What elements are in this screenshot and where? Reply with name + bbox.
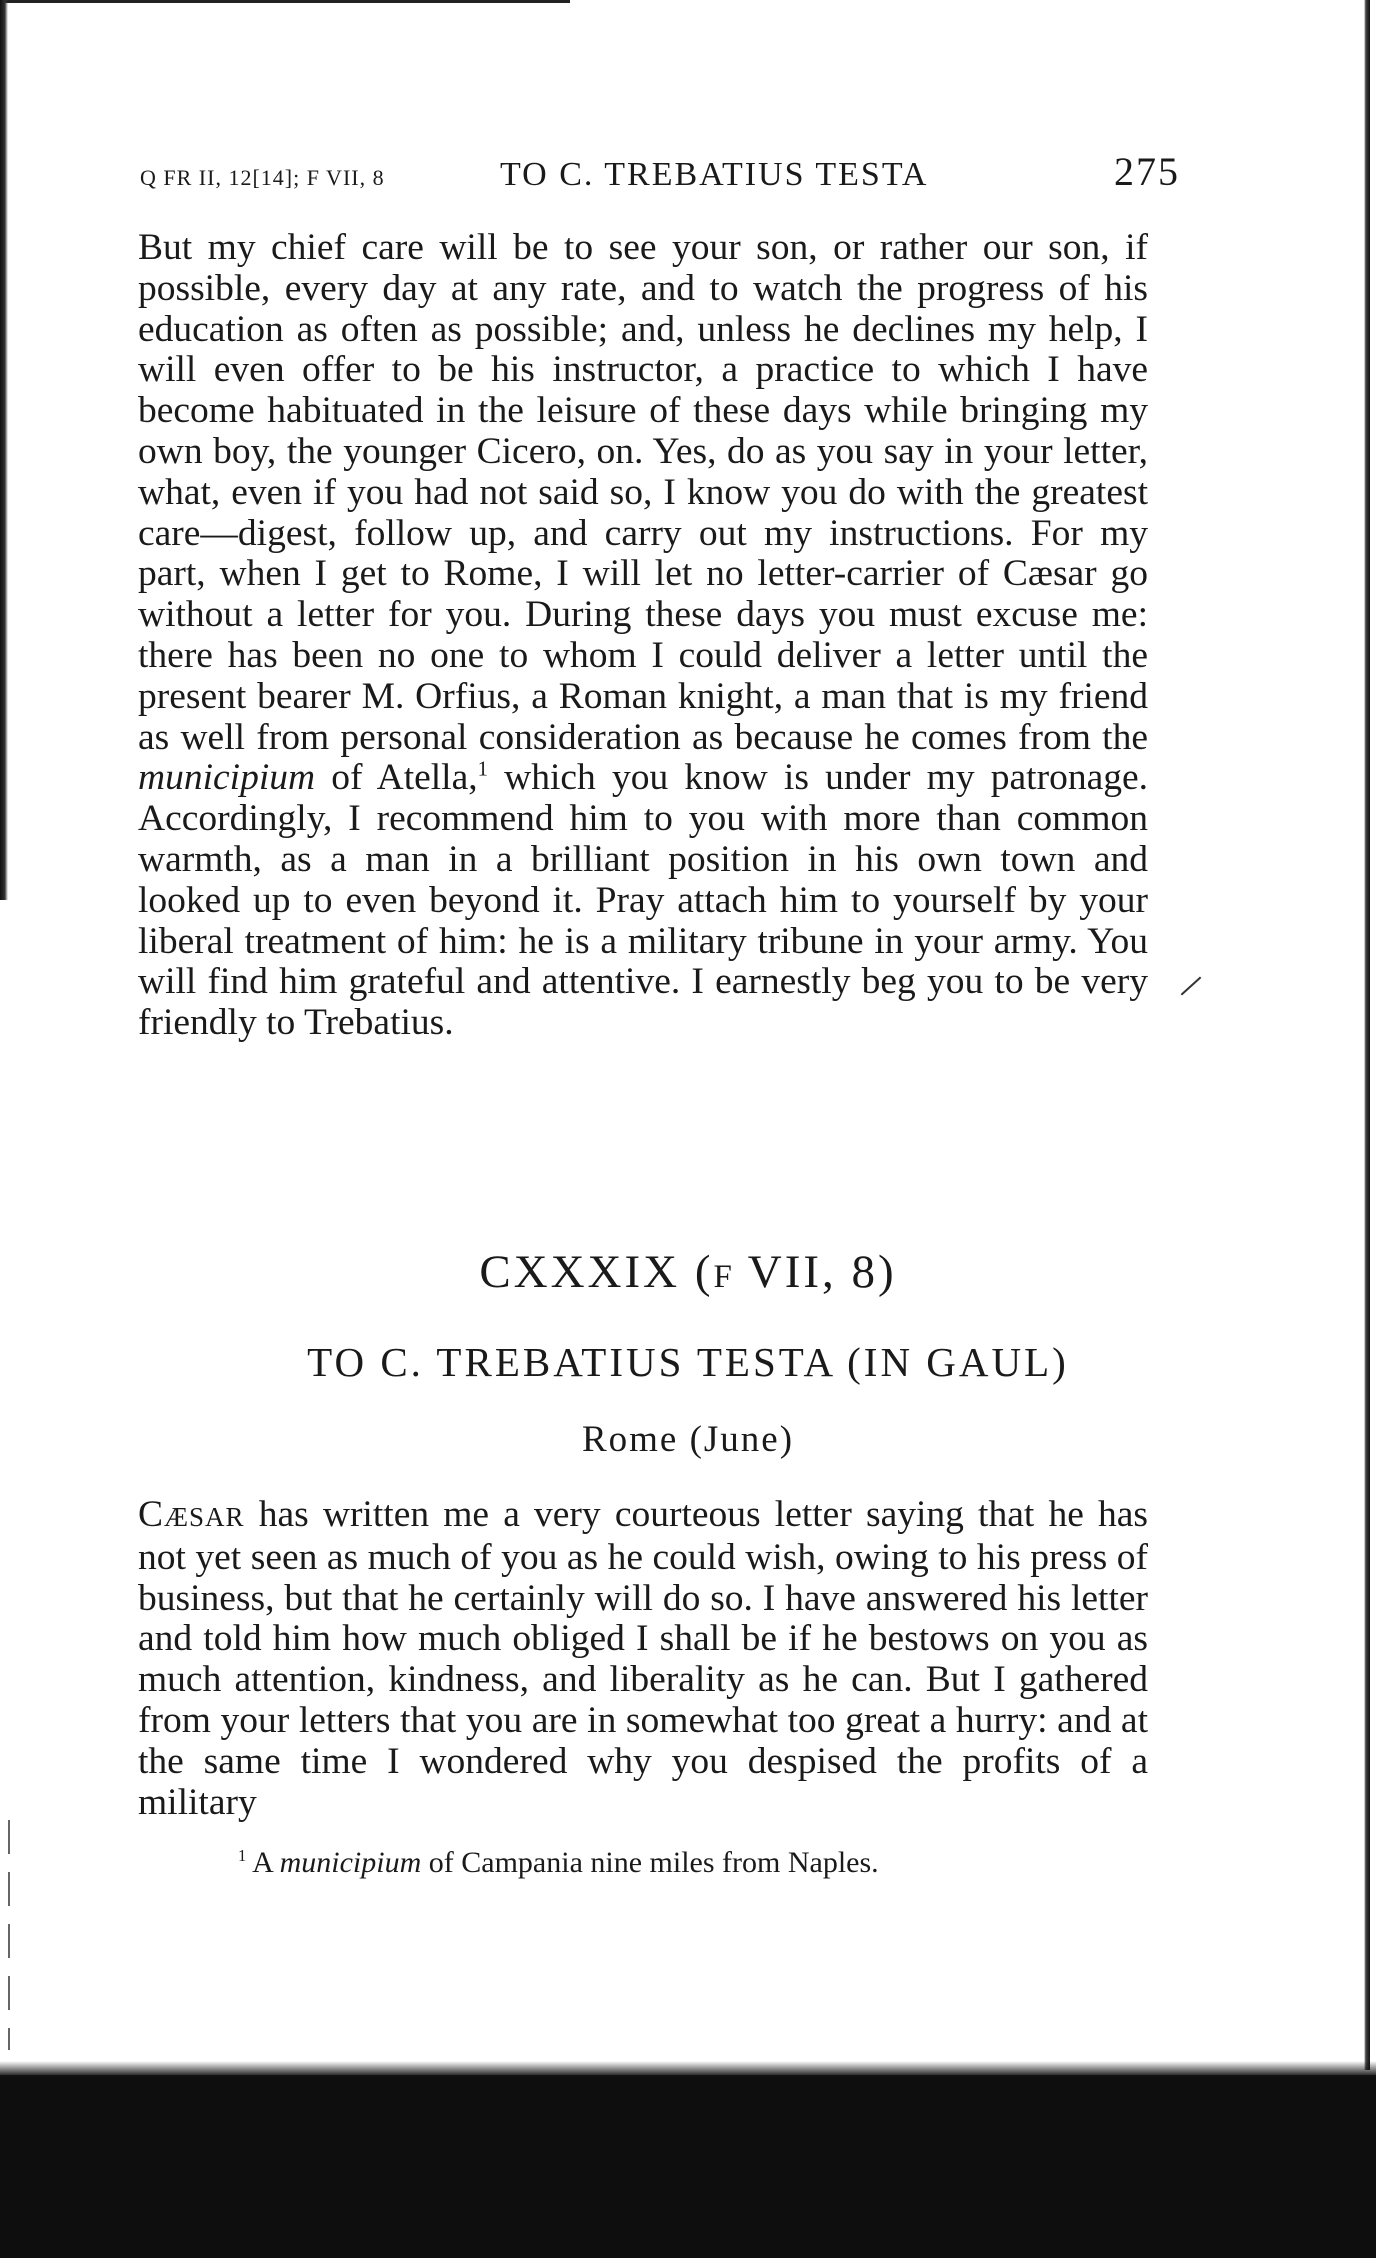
letter-body bbox=[138, 1495, 1148, 1823]
scan-edge-left bbox=[0, 0, 8, 900]
letter-addressee: TO C. TREBATIUS TESTA (IN GAUL) bbox=[307, 1339, 1069, 1385]
letter-ref-collection: F bbox=[713, 1259, 734, 1295]
letter-number: CXXXIX bbox=[479, 1246, 681, 1298]
body-text-c: which you know is under my patronage. Accordingly, I recommend him to you with more than common warmth, as a man in a brilliant position in his own town and looked up to even beyond it. Pray attach him to yourself by your liberal treatment of him: he is a military tribune in your army. You will find him grateful and attentive. I earnestly beg you to be very friendly to Trebatius. bbox=[138, 757, 1148, 1044]
running-reference: Q FR II, 12[14]; F VII, 8 bbox=[140, 165, 385, 190]
footnote-reference: 1 bbox=[477, 758, 488, 781]
footnote-text: of Campania nine miles from Naples. bbox=[421, 1846, 879, 1879]
footnote-italic-term: municipium bbox=[279, 1846, 422, 1879]
letter-date: (June) bbox=[689, 1419, 795, 1460]
letter-ref-rest: VII, 8) bbox=[733, 1246, 897, 1298]
margin-ticks bbox=[8, 1820, 10, 2050]
running-title: TO C. TREBATIUS TESTA bbox=[500, 156, 929, 193]
letter-initial-rest: ÆSAR bbox=[164, 1502, 245, 1532]
footnote-pre: A bbox=[246, 1846, 280, 1879]
body-text-b: of Atella, bbox=[315, 757, 478, 799]
footnote bbox=[238, 1845, 1148, 1881]
letter-place-date bbox=[0, 1418, 1376, 1461]
page-number: 275 bbox=[1114, 149, 1180, 194]
running-header bbox=[140, 148, 1180, 198]
scan-bottom-shadow bbox=[0, 2075, 1376, 2258]
letter-text: has written me a very courteous letter saying that he has not yet seen as much of you as he could wish, owing to his press of business, but that he certainly will do so. I have answered his letter and told him how much obliged I shall be if he bestows on you as much attention, kindness, and liberality as he can. But I gathered from your letters that you are in somewhat too great a hurry: and at the same time I wondered why you despised the profits of a military bbox=[138, 1494, 1148, 1823]
footnote-mark: 1 bbox=[238, 1846, 247, 1865]
body-paragraph bbox=[138, 228, 1148, 1044]
body-italic-term: municipium bbox=[138, 757, 316, 799]
letter-opening-word bbox=[138, 1494, 245, 1535]
scan-edge-top bbox=[0, 0, 570, 3]
body-text-a: But my chief care will be to see your son, or rather our son, if possible, every day at any rate, and to watch the progress of his education as often as possible; and, unless he declines my help, I will even offer to be his instructor, a practice to which I have become habituated in the leisure of these days while bringing my own boy, the younger Cicero, on. Yes, do as you say in your letter, what, even if you had not said so, I know you do with the greatest care—digest, follow up, and carry out my instructions. For my part, when I get to Rome, I will let no letter-carrier of Cæsar go without a letter for you. During these days you must excuse me: there has been no one to whom I could deliver a letter until the present bearer M. Orfius, a Roman knight, a man that is my friend as well from personal consideration as because he comes from the bbox=[138, 227, 1148, 758]
letter-number-heading bbox=[0, 1245, 1376, 1299]
letter-ref-open: ( bbox=[694, 1246, 714, 1298]
letter-place: Rome bbox=[581, 1419, 679, 1460]
scan-edge-right bbox=[1364, 0, 1370, 2070]
letter-initial: C bbox=[138, 1494, 165, 1535]
margin-pencil-mark bbox=[1181, 977, 1202, 996]
